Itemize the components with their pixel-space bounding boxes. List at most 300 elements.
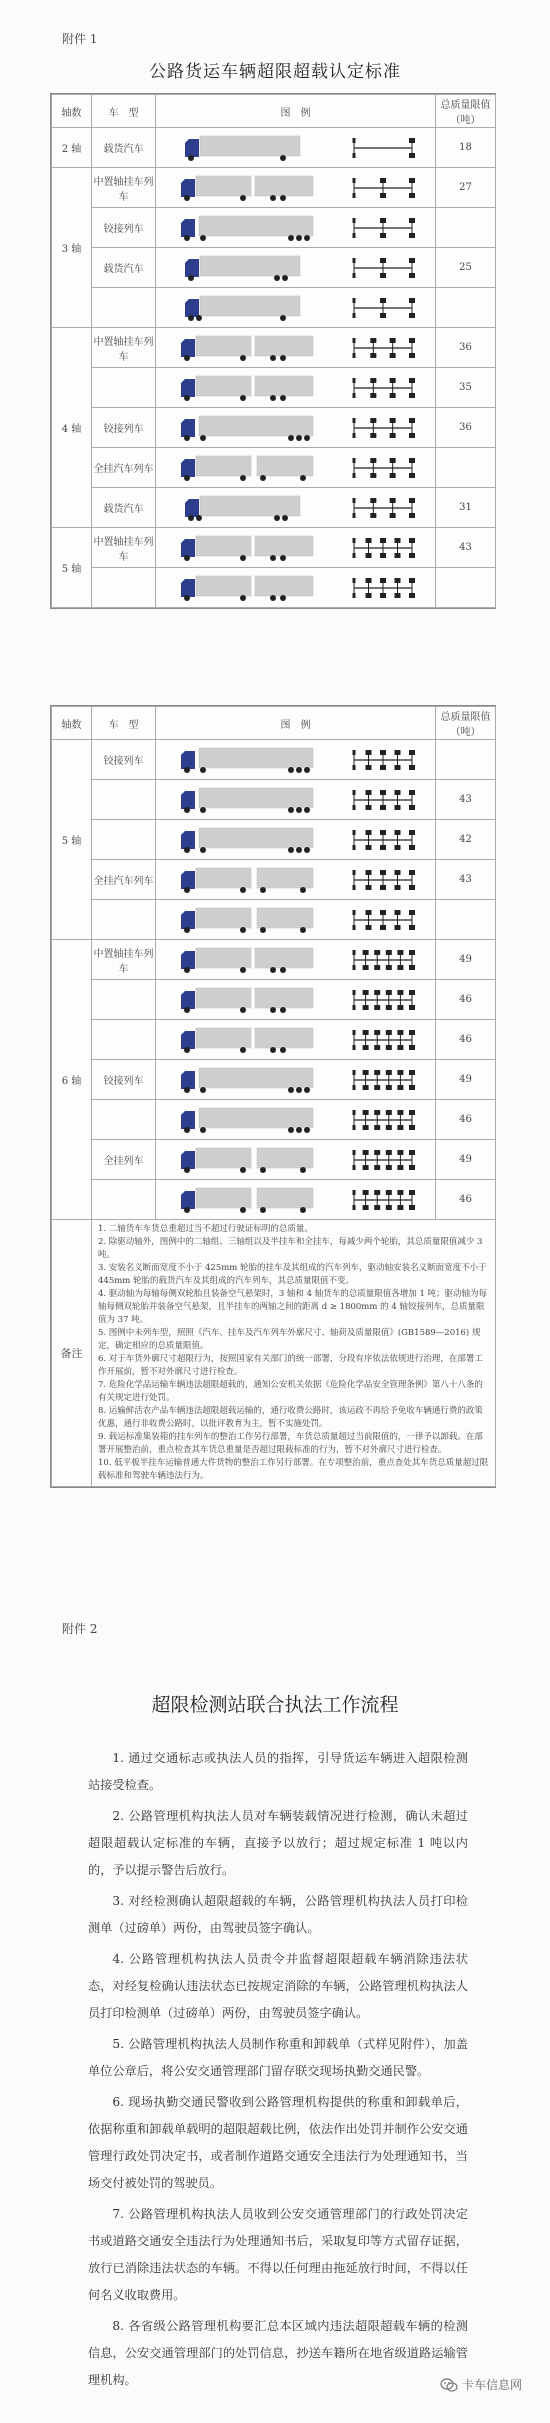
wheel bbox=[240, 967, 246, 973]
header-limit: 总质量限值（吨） bbox=[436, 95, 496, 128]
tire bbox=[409, 178, 415, 183]
wheel bbox=[270, 555, 276, 561]
tire bbox=[386, 1205, 392, 1210]
tire bbox=[409, 258, 415, 263]
vehicle-type-cell bbox=[92, 1180, 156, 1220]
tire bbox=[371, 473, 377, 478]
tire bbox=[386, 1030, 392, 1035]
wheel bbox=[184, 235, 190, 241]
tire bbox=[409, 273, 415, 278]
diagram-cell bbox=[156, 860, 436, 900]
weight-limit-cell bbox=[436, 288, 496, 328]
wheel bbox=[300, 1207, 306, 1213]
tire bbox=[409, 750, 415, 755]
tire bbox=[395, 790, 401, 795]
wheel bbox=[288, 767, 294, 773]
tire bbox=[409, 1190, 415, 1195]
vehicle-type-cell: 载货汽车 bbox=[92, 488, 156, 528]
tire bbox=[366, 870, 372, 875]
watermark-text: 卡车信息网 bbox=[461, 2378, 522, 2392]
notes-row bbox=[52, 1220, 496, 1487]
notes-cell bbox=[92, 1220, 496, 1487]
cargo-box bbox=[200, 296, 300, 316]
table-row bbox=[52, 528, 496, 568]
diagram-cell bbox=[156, 1060, 436, 1100]
tire bbox=[380, 258, 386, 263]
tire bbox=[409, 338, 415, 343]
axle-diagram bbox=[348, 373, 418, 403]
axle-count-cell: 3 轴 bbox=[52, 168, 92, 328]
cargo-box bbox=[257, 1148, 313, 1168]
tire bbox=[353, 218, 356, 223]
vehicle-type-cell bbox=[92, 368, 156, 408]
tire bbox=[371, 458, 377, 463]
axle-diagram bbox=[348, 1105, 418, 1135]
tire bbox=[390, 393, 396, 398]
table-row bbox=[52, 740, 496, 780]
tire bbox=[374, 1045, 380, 1050]
tire bbox=[353, 338, 356, 343]
wheel bbox=[196, 515, 202, 521]
wheel bbox=[282, 515, 288, 521]
tire bbox=[353, 498, 356, 503]
truck-cab bbox=[181, 1191, 195, 1209]
cargo-box bbox=[257, 868, 313, 888]
table-row bbox=[52, 1140, 496, 1180]
header-type: 车 型 bbox=[92, 95, 156, 128]
tire bbox=[371, 378, 377, 383]
table-row bbox=[52, 1180, 496, 1220]
truck-illustration bbox=[173, 413, 323, 443]
cargo-box bbox=[200, 256, 300, 276]
wheel bbox=[184, 355, 190, 361]
axle-diagram bbox=[348, 213, 418, 243]
tire bbox=[374, 1165, 380, 1170]
axle-diagram bbox=[348, 905, 418, 935]
wheel bbox=[200, 435, 206, 441]
axle-diagram bbox=[348, 413, 418, 443]
truck-illustration bbox=[173, 333, 323, 363]
tire bbox=[374, 1030, 380, 1035]
diagram-cell bbox=[156, 780, 436, 820]
wheel bbox=[184, 887, 190, 893]
tire bbox=[409, 538, 415, 543]
truck-cab bbox=[181, 339, 195, 357]
vehicle-type-cell: 铰接列车 bbox=[92, 740, 156, 780]
weight-limit-cell: 35 bbox=[436, 368, 496, 408]
wheel bbox=[240, 887, 246, 893]
cargo-box bbox=[255, 988, 313, 1008]
vehicle-type-cell bbox=[92, 288, 156, 328]
vehicle-type-cell bbox=[92, 980, 156, 1020]
cargo-box bbox=[196, 576, 251, 596]
tire bbox=[353, 458, 356, 463]
tire bbox=[409, 578, 415, 583]
table-row bbox=[52, 1100, 496, 1140]
weight-limit-cell: 46 bbox=[436, 1180, 496, 1220]
truck-illustration bbox=[173, 493, 323, 523]
table-row bbox=[52, 488, 496, 528]
tire bbox=[380, 313, 386, 318]
tire bbox=[380, 830, 386, 835]
tire bbox=[371, 353, 377, 358]
attachment-1-title: 公路货运车辆超限超载认定标准 bbox=[149, 62, 401, 82]
wheel bbox=[188, 315, 194, 321]
notes-list bbox=[98, 1223, 489, 1483]
axle-diagram bbox=[348, 493, 418, 523]
note-item: 1. 二轴货车车货总重超过当不超过行驶证标明的总质量。 bbox=[98, 1224, 313, 1234]
wheel bbox=[184, 1127, 190, 1133]
truck-illustration bbox=[173, 1065, 323, 1095]
diagram-cell bbox=[156, 980, 436, 1020]
tire bbox=[409, 885, 415, 890]
diagram-cell bbox=[156, 740, 436, 780]
cargo-box bbox=[199, 1108, 313, 1128]
tire bbox=[386, 1070, 392, 1075]
diagram-cell bbox=[156, 1020, 436, 1060]
wheel bbox=[280, 1007, 286, 1013]
tire bbox=[409, 433, 415, 438]
tire bbox=[409, 193, 415, 198]
workflow-step: 5. 公路管理机构执法人员制作称重和卸载单（式样见附件），加盖单位公章后，将公安交通管理部门留存联交现场执勤交通民警。 bbox=[88, 2037, 468, 2078]
tire bbox=[366, 765, 372, 770]
tire bbox=[409, 1205, 415, 1210]
truck-cab bbox=[185, 499, 199, 517]
tire bbox=[398, 1110, 404, 1115]
tire bbox=[353, 765, 356, 770]
wheel bbox=[288, 435, 294, 441]
truck-cab bbox=[181, 751, 195, 769]
tire bbox=[390, 353, 396, 358]
tire bbox=[398, 1070, 404, 1075]
cargo-box bbox=[257, 456, 313, 476]
weight-limit-cell: 46 bbox=[436, 1020, 496, 1060]
truck-illustration bbox=[173, 533, 323, 563]
tire bbox=[409, 1005, 415, 1010]
tire bbox=[363, 1030, 369, 1035]
diagram-cell bbox=[156, 288, 436, 328]
cargo-box bbox=[196, 1188, 251, 1208]
table-row bbox=[52, 1020, 496, 1060]
tire bbox=[409, 805, 415, 810]
axle-diagram bbox=[348, 985, 418, 1015]
workflow-step: 7. 公路管理机构执法人员收到公安交通管理部门的行政处罚决定书或道路交通安全违法行为处理通知书后，采取复印等方式留存证据，放行已消除违法状态的车辆。不得以任何理由拖延放行时间，不得以任何名义收取费用。 bbox=[88, 2207, 468, 2302]
table-row bbox=[52, 860, 496, 900]
tire bbox=[398, 990, 404, 995]
tire bbox=[390, 458, 396, 463]
tire bbox=[390, 418, 396, 423]
wheel bbox=[274, 515, 280, 521]
tire bbox=[409, 153, 415, 158]
wheel bbox=[240, 555, 246, 561]
tire bbox=[363, 1190, 369, 1195]
tire bbox=[353, 1030, 356, 1035]
tire bbox=[366, 538, 372, 543]
tire bbox=[366, 750, 372, 755]
wheel bbox=[184, 555, 190, 561]
tire bbox=[363, 1125, 369, 1130]
table-row bbox=[52, 288, 496, 328]
table-row bbox=[52, 208, 496, 248]
truck-cab bbox=[181, 459, 195, 477]
tire bbox=[395, 805, 401, 810]
wheel bbox=[188, 155, 194, 161]
wheel bbox=[184, 1207, 190, 1213]
wheel bbox=[188, 275, 194, 281]
axle-diagram bbox=[348, 573, 418, 603]
diagram-cell bbox=[156, 528, 436, 568]
wheel bbox=[296, 235, 302, 241]
tire bbox=[353, 553, 356, 558]
cargo-box bbox=[255, 336, 313, 356]
axle-diagram bbox=[348, 1025, 418, 1055]
wheel bbox=[280, 155, 286, 161]
tire bbox=[409, 830, 415, 835]
tire bbox=[374, 1085, 380, 1090]
cargo-box bbox=[200, 136, 300, 156]
truck-illustration bbox=[173, 1185, 323, 1215]
wheel bbox=[200, 767, 206, 773]
cargo-box bbox=[196, 1148, 251, 1168]
tire bbox=[395, 845, 401, 850]
tire bbox=[353, 1070, 356, 1075]
cargo-box bbox=[196, 868, 251, 888]
limit-table bbox=[51, 94, 496, 608]
truck-illustration bbox=[173, 293, 323, 323]
truck-illustration bbox=[173, 985, 323, 1015]
truck-illustration bbox=[173, 1105, 323, 1135]
tire bbox=[380, 553, 386, 558]
tire bbox=[371, 498, 377, 503]
diagram-cell bbox=[156, 488, 436, 528]
tire bbox=[386, 1005, 392, 1010]
tire bbox=[409, 593, 415, 598]
workflow-step: 1. 通过交通标志或执法人员的指挥，引导货运车辆进入超限检测站接受检查。 bbox=[88, 1751, 468, 1792]
tire bbox=[398, 1205, 404, 1210]
cargo-box bbox=[200, 496, 300, 516]
weight-limit-cell: 36 bbox=[436, 408, 496, 448]
tire bbox=[409, 1030, 415, 1035]
tire bbox=[390, 433, 396, 438]
wheel bbox=[184, 1007, 190, 1013]
tire bbox=[374, 1125, 380, 1130]
tire bbox=[363, 990, 369, 995]
tire bbox=[386, 965, 392, 970]
wheel bbox=[200, 235, 206, 241]
tire bbox=[380, 178, 386, 183]
tire bbox=[395, 925, 401, 930]
tire bbox=[380, 538, 386, 543]
workflow-step: 2. 公路管理机构执法人员对车辆装载情况进行检测，确认未超过超限超载认定标准的车辆，直接予以放行；超过规定标准 1 吨以内的，予以提示警告后放行。 bbox=[88, 1809, 468, 1877]
tire bbox=[395, 538, 401, 543]
cargo-box bbox=[199, 828, 313, 848]
vehicle-type-cell bbox=[92, 568, 156, 608]
vehicle-type-cell: 中置轴挂车列车 bbox=[92, 940, 156, 980]
wheel bbox=[282, 275, 288, 281]
wheel bbox=[240, 475, 246, 481]
attachment-2-label: 附件 2 bbox=[62, 1622, 98, 1636]
tire bbox=[363, 1205, 369, 1210]
tire bbox=[409, 845, 415, 850]
diagram-cell bbox=[156, 820, 436, 860]
wheel bbox=[240, 595, 246, 601]
wheel bbox=[288, 807, 294, 813]
axle-diagram bbox=[348, 745, 418, 775]
tire bbox=[409, 1125, 415, 1130]
tire bbox=[386, 1045, 392, 1050]
diagram-cell bbox=[156, 940, 436, 980]
wheel bbox=[184, 435, 190, 441]
wheel bbox=[296, 1087, 302, 1093]
table-row bbox=[52, 900, 496, 940]
tire bbox=[353, 1005, 356, 1010]
tire bbox=[353, 1045, 356, 1050]
truck-illustration bbox=[173, 785, 323, 815]
table-row bbox=[52, 408, 496, 448]
weight-limit-cell bbox=[436, 900, 496, 940]
cargo-box bbox=[199, 216, 313, 236]
tire bbox=[380, 193, 386, 198]
wheel bbox=[280, 555, 286, 561]
axle-diagram bbox=[348, 785, 418, 815]
tire bbox=[380, 885, 386, 890]
tire bbox=[353, 418, 356, 423]
cargo-box bbox=[196, 456, 251, 476]
tire bbox=[380, 870, 386, 875]
tire bbox=[386, 1110, 392, 1115]
weight-limit-cell: 43 bbox=[436, 860, 496, 900]
wheel bbox=[270, 355, 276, 361]
truck-cab bbox=[181, 911, 195, 929]
vehicle-type-cell bbox=[92, 820, 156, 860]
tire bbox=[390, 498, 396, 503]
cargo-box bbox=[196, 376, 251, 396]
wheel bbox=[304, 435, 310, 441]
axle-diagram bbox=[348, 173, 418, 203]
tire bbox=[386, 1150, 392, 1155]
truck-illustration bbox=[173, 1145, 323, 1175]
tire bbox=[409, 910, 415, 915]
tire bbox=[353, 925, 356, 930]
truck-cab bbox=[185, 299, 199, 317]
attachment-1-label: 附件 1 bbox=[62, 32, 98, 46]
workflow-step: 4. 公路管理机构执法人员责令并监督超限超载车辆消除违法状态，对经复检确认违法状态已按规定消除的车辆，公路管理机构执法人员打印检测单（过磅单）两份，由驾驶员签字确认。 bbox=[88, 1952, 468, 2020]
header-axle: 轴数 bbox=[52, 95, 92, 128]
tire bbox=[380, 910, 386, 915]
axle-count-cell: 4 轴 bbox=[52, 328, 92, 528]
axle-diagram bbox=[348, 133, 418, 163]
tire bbox=[398, 1045, 404, 1050]
axle-diagram bbox=[348, 1145, 418, 1175]
cargo-box bbox=[255, 576, 313, 596]
truck-illustration bbox=[173, 865, 323, 895]
note-item: 4. 驱动轴为每轴每侧双轮胎且装备空气悬架时，3 轴和 4 轴货车的总质量限值各增加 1 吨；驱动轴为每轴每侧双轮胎并装备空气悬架，且半挂车的两轴之间的距离 d ≥ 1800mm 的 4 轴铰接列车，总质量限值为 37 吨。 bbox=[98, 1289, 488, 1325]
cargo-box bbox=[199, 788, 313, 808]
axle-diagram bbox=[348, 333, 418, 363]
vehicle-type-cell bbox=[92, 780, 156, 820]
tire bbox=[363, 1110, 369, 1115]
table-row bbox=[52, 1060, 496, 1100]
tire bbox=[409, 965, 415, 970]
header-diagram: 图 例 bbox=[156, 95, 436, 128]
tire bbox=[353, 1085, 356, 1090]
tire bbox=[374, 1150, 380, 1155]
tire bbox=[398, 965, 404, 970]
tire bbox=[380, 233, 386, 238]
tire bbox=[353, 910, 356, 915]
tire bbox=[353, 233, 356, 238]
truck-cab bbox=[181, 1111, 195, 1129]
diagram-cell bbox=[156, 208, 436, 248]
wheel bbox=[270, 1047, 276, 1053]
tire bbox=[353, 1190, 356, 1195]
wheel bbox=[296, 807, 302, 813]
tire bbox=[353, 593, 356, 598]
wheel bbox=[270, 1007, 276, 1013]
tire bbox=[380, 593, 386, 598]
wheel bbox=[274, 275, 280, 281]
tire bbox=[363, 950, 369, 955]
tire bbox=[353, 538, 356, 543]
axle-count-cell: 5 轴 bbox=[52, 528, 92, 608]
tire bbox=[409, 393, 415, 398]
tire bbox=[395, 885, 401, 890]
vehicle-type-cell: 载货汽车 bbox=[92, 248, 156, 288]
tire bbox=[380, 925, 386, 930]
weight-limit-cell: 36 bbox=[436, 328, 496, 368]
tire bbox=[398, 1190, 404, 1195]
tire bbox=[353, 805, 356, 810]
truck-illustration bbox=[173, 453, 323, 483]
tire bbox=[366, 578, 372, 583]
weight-limit-cell: 25 bbox=[436, 248, 496, 288]
tire bbox=[409, 418, 415, 423]
truck-illustration bbox=[173, 905, 323, 935]
axle-diagram bbox=[348, 453, 418, 483]
tire bbox=[395, 870, 401, 875]
tire bbox=[409, 765, 415, 770]
weight-limit-cell: 43 bbox=[436, 780, 496, 820]
diagram-cell bbox=[156, 448, 436, 488]
wheel bbox=[300, 887, 306, 893]
tire bbox=[380, 273, 386, 278]
tire bbox=[374, 1190, 380, 1195]
tire bbox=[398, 950, 404, 955]
vehicle-type-cell: 全挂列车 bbox=[92, 1140, 156, 1180]
tire bbox=[363, 1165, 369, 1170]
cargo-box bbox=[196, 988, 251, 1008]
tire bbox=[409, 1150, 415, 1155]
tire bbox=[353, 1165, 356, 1170]
tire bbox=[380, 750, 386, 755]
wheel bbox=[260, 475, 266, 481]
tire bbox=[390, 473, 396, 478]
note-item: 8. 运输鲜活农产品车辆违法超限超载运输的，通行收费公路时，该运政不再给予免收车辆通行费的政策优惠，通行非收费公路时，以批评教育为主，暂不实施处罚。 bbox=[98, 1406, 483, 1429]
tire bbox=[409, 138, 415, 143]
workflow-step: 6. 现场执勤交通民警收到公路管理机构提供的称重和卸载单后，依据称重和卸载单载明的超限超载比例，依法作出处罚并制作公安交通管理行政处罚决定书，或者制作道路交通安全违法行为处理通知书，当场交付被处罚的驾驶员。 bbox=[88, 2095, 468, 2190]
tire bbox=[398, 1165, 404, 1170]
notes-label: 备注 bbox=[52, 1220, 92, 1487]
wheel bbox=[240, 1007, 246, 1013]
cargo-box bbox=[255, 376, 313, 396]
truck-cab bbox=[181, 1151, 195, 1169]
truck-illustration bbox=[173, 945, 323, 975]
tire bbox=[353, 433, 356, 438]
cargo-box bbox=[255, 948, 313, 968]
truck-cab bbox=[181, 791, 195, 809]
tire bbox=[386, 990, 392, 995]
wheel bbox=[184, 927, 190, 933]
